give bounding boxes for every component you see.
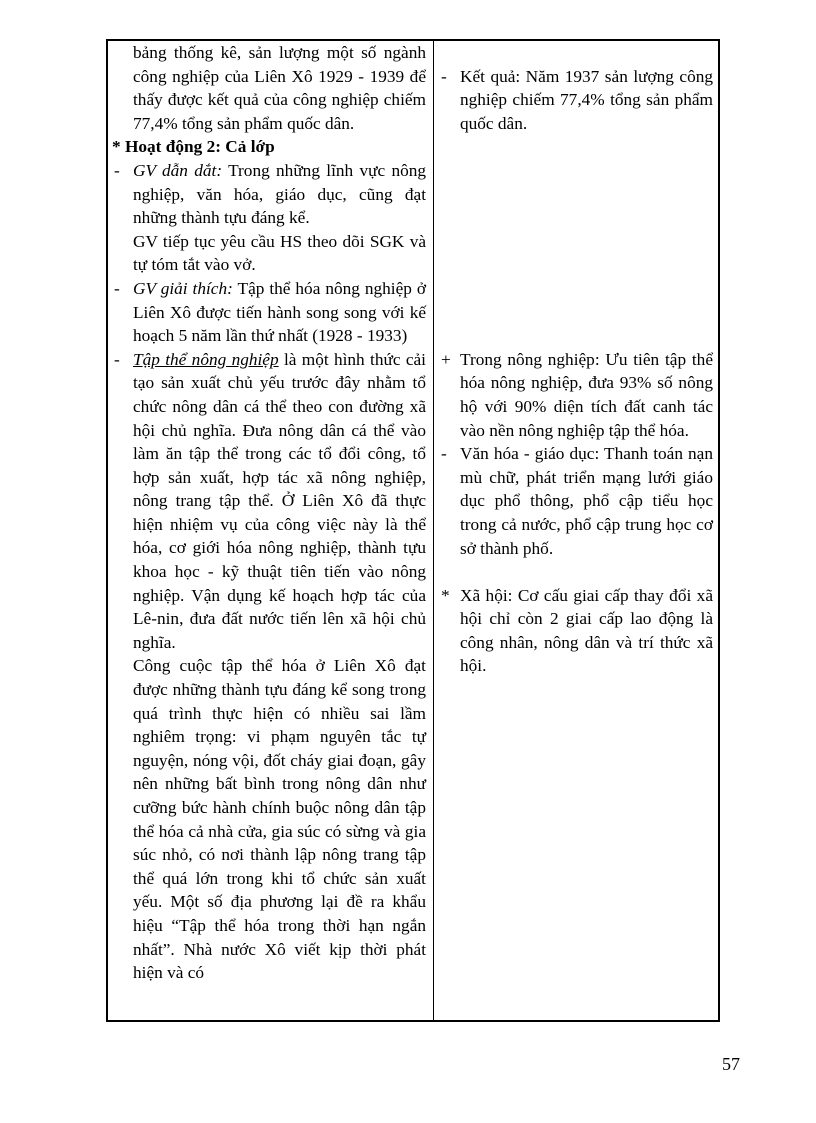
heading-activity-2: * Hoạt động 2: Cả lớp (112, 137, 275, 157)
lead-label: GV dẫn dắt: (133, 160, 223, 180)
left-para-statistics: bảng thống kê, sản lượng một số ngành công nghiệp của Liên Xô 1929 - 1939 để thấy được kết quả của công nghiệp chiếm 77,4% tổng sản phẩm quốc dân. (133, 43, 426, 133)
column-divider (433, 41, 434, 1020)
left-item-gv-giai-thich (112, 277, 426, 348)
lead-label: GV giải thích: (133, 278, 233, 298)
dash-marker: - (114, 278, 120, 298)
left-item-tap-the (112, 348, 426, 655)
right-item-ket-qua (439, 65, 713, 136)
item-text: Văn hóa - giáo dục: Thanh toán nạn mù chữ, phát triển mạng lưới giáo dục phổ thông, phổ cập tiểu học trong cả nước, phổ cập trung học cơ sở thành phố. (460, 444, 713, 558)
item-text: Kết quả: Năm 1937 sản lượng công nghiệp chiếm 77,4% tổng sản phẩm quốc dân. (460, 66, 713, 133)
dash-marker: - (114, 160, 120, 180)
item-text: Trong nông nghiệp: Ưu tiên tập thể hóa nông nghiệp, đưa 93% số nông hộ với 90% diện tích đất canh tác vào nền nông nghiệp tập thể hóa. (460, 349, 713, 440)
dash-marker: - (441, 444, 447, 464)
right-item-xa-hoi (439, 584, 713, 678)
lesson-table (106, 39, 720, 1022)
left-para-cong-cuoc: Công cuộc tập thể hóa ở Liên Xô đạt được những thành tựu đáng kể song trong quá trình thực hiện có nhiều sai lầm nghiêm trọng: vi phạm nguyên tắc tự nguyện, nóng vội, đốt cháy giai đoạn, gây nên những bất bình trong nông dân như cưỡng bức hành chính buộc nông dân tập thể hóa cả nhà cửa, gia súc có sừng và gia súc nhỏ, có nơi thành lập nông trang tập thể quá lớn trong khi tổ chức sản xuất yếu. Một số địa phương lại đề ra khẩu hiệu “Tập thể hóa trong thời hạn ngắn nhất”. Nhà nước Xô viết kịp thời phát hiện và có (133, 656, 426, 983)
student-content-column (439, 41, 713, 678)
lead-label: Tập thể nông nghiệp (133, 349, 279, 369)
plus-marker: + (441, 349, 451, 369)
left-para-gv-tiep-tuc: GV tiếp tục yêu cầu HS theo dõi SGK và tự tóm tắt vào vở. (133, 231, 426, 275)
item-text: Xã hội: Cơ cấu giai cấp thay đổi xã hội chỉ còn 2 giai cấp lao động là công nhân, nông dân và trí thức xã hội. (460, 585, 713, 676)
item-text: Tập thể hóa nông nghiệp ở Liên Xô được tiến hành song song với kế hoạch 5 năm lần thứ nhất (1928 - 1933) (133, 278, 427, 346)
left-item-gv-dan-dat (112, 159, 426, 230)
item-text: Trong những lĩnh vực nông nghiệp, văn hóa, giáo dục, cũng đạt những thành tựu đáng kể. (133, 160, 427, 228)
right-item-nong-nghiep (439, 348, 713, 442)
right-item-van-hoa (439, 442, 713, 560)
dash-marker: - (114, 349, 120, 369)
teacher-activity-column (112, 41, 426, 985)
asterisk-marker: * (441, 585, 450, 605)
item-text: là một hình thức cải tạo sản xuất chủ yếu trước đây nhằm tổ chức nông dân cá thể theo con đường xã hội chủ nghĩa. Đưa nông dân cá thể vào làm ăn tập thể trong các tổ đổi công, tổ hợp sản xuất, hợp tác xã nông nghiệp, nông trang tập thể. Ở Liên Xô đã thực hiện nhiệm vụ của công việc này là thể hóa, cơ giới hóa nông nghiệp, thành tựu khoa học - kỹ thuật tiên tiến vào nông nghiệp. Vận dụng kế hoạch hợp tác của Lê-nin, đưa đất nước tiến lên xã hội chủ nghĩa. (133, 349, 426, 652)
page-number: 57 (722, 1054, 740, 1074)
dash-marker: - (441, 66, 447, 86)
